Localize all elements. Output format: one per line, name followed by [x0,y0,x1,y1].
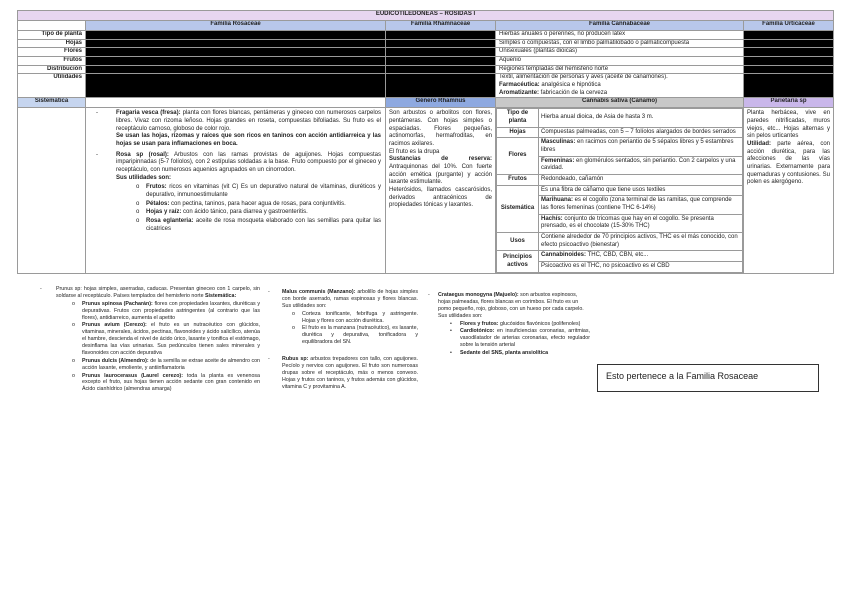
cannabis-key: Frutos [497,175,539,186]
cann-hojas: Simples o compuestas, con el limbo palmatilobado o palmaticompuesta [496,39,744,48]
bullet-icon: o [136,218,140,225]
malus-item: o Corteza tonificante, febrífuga y astringente. Hojas y flores con acción diurética. [292,310,418,324]
rhamnus-fruit: El fruto es la drupa [389,148,440,155]
parietaria-header: Parietaria sp [744,98,834,108]
malus-intro: - Malus communis (Manzano): arbolillo de hojas simples con borde aserrado, ramas espinosas y flores blancas. Sus utilidades son: [268,289,418,309]
parietaria-util: Utilidad: parte aérea, con acción diurética, para las afecciones de las vías urinarias. Externamente para quemaduras y contusiones. Su polen es alergógeno. [747,141,831,186]
main-table [17,10,834,274]
redacted-cell [386,57,496,66]
prunus-item: o Prunus dulcis (Almendro): de la semilla se extrae aceite de almendro con acción laxante, emoliente, y antiinflamatoria [72,357,260,371]
rosa-use-item: o Pétalos: con pectina, taninos, para hacer agua de rosas, para conjuntivitis. [136,200,346,207]
redacted-cell [386,65,496,74]
prunus-item: o Prunus laurocerasus (Laurel cerezo): toda la planta es venenosa excepto el fruto, sus hojas tienen acción sedante con gran contenido en Ácido cianhídrico (almendras amarga) [72,372,261,393]
cannabis-val: Redondeado, cañamón [539,175,743,186]
redacted-cell [86,57,386,66]
cannabis-key: Tipo de planta [497,109,539,127]
parietaria-desc: Planta herbácea, vive en paredes nitrificadas, muros viejos, etc... Hojas alternas y sin pelos urticantes [747,110,831,140]
crataegus-item: • Flores y frutos: glucósidos flavónicos (polifenoles) [450,320,581,327]
rubus-block: - Rubus sp: arbustos trepadores con tallo, con aguijones. Pecíolo y nervios con aguijones. El fruto son numerosas drupas sobre el receptáculo, más o menos convexo. Hojas y frutos con taninos, y frutos además con glúcidos, vitamina C y provitamina A. [268,356,418,390]
rosa-use-item: o Hojas y raíz: con ácido tánico, para diarrea y gastroenteritis. [136,209,308,216]
row-label-frutos: Frutos [18,57,86,66]
bullet-icon: o [292,325,295,332]
crataegus-item: • Sedante del SNS, planta ansiolítica [450,350,549,356]
cann-farm: Farmacéutica: analgésica e hipnótica [499,82,601,89]
cannabis-val: Hierba anual dioica, de Asia de hasta 3 m. [539,109,743,127]
cannabis-val: Compuestas palmeadas, con 5 – 7 folíolos alargados de bordes serrados [539,127,743,138]
cannabis-key: Flores [497,138,539,175]
prunus-item: o Prunus avium (Cerezo): el fruto es un nutracéutico con glúcidos, vitaminas, minerales, ácidos, pectinas, flavonoides y ácido salicílico, atenúa el hambre, descienda el nivel de ácido úrico, laxante y tonifica el estómago, desinflama las vías urinarias. Sus pedúnculos tienen sales minerales y flavonoides con acción depurativa [72,322,261,356]
bullet-icon: o [72,322,75,329]
cann-tipo: Hierbas anuales o perennes, no producen látex [496,31,744,40]
cannabis-key: Hojas [497,127,539,138]
rosa-use-item: o Rosa eglanteria: aceite de rosa mosqueta elaborado con las semillas para quitar las cicatrices [136,218,381,232]
redacted-cell [744,39,834,48]
prunus-intro: - Prunus sp: hojas simples, aserradas, caducas. Presentan gineceo con 1 carpelo, sin soldarse al receptáculo. Países templados del hemisferio norte Sistemática: [40,286,260,299]
family-urticaceae-header: Familia Urticaceae [744,21,834,31]
redacted-cell [744,31,834,40]
cannabis-flores: Masculinas: en racimos con periantio de 5 sépalos libres y 5 estambres libres Femeninas: en glomérulos sentados, sin periantio. Con 2 carpelos y una cavidad. [539,138,743,175]
row-label-flores: Flores [18,48,86,57]
cann-arom: Aromatizante: fabricación de la cerveza [499,89,608,96]
cannabis-sist: Es una fibra de cáñamo que tiene usos textiles Marihuana: es el cogollo (zona terminal de las ramitas, que comprende las flores femeninas (contiene THC 6-14%) Hachís: conjunto de tricomas que hay en el cogollo. Se presenta prensado, es el chocolate (15-30% THC) [539,185,743,232]
malus-column [268,289,418,390]
prunus-item: o Prunus spinosa (Pacharán): flores con propiedades laxantes, diuréticas y depurativas. Frutos con propiedades astringentes (al contrario que las flores), antidiarreico, aumenta el apetito [72,300,260,321]
crataegus-column [430,292,590,357]
bullet-icon: • [450,328,452,335]
fragaria-block: - Fragaria vesca (fresa): planta con flores blancas, pentámeras y gineceo con numerosos carpelos libres. Vivaz con rizoma leñoso. Hojas grandes en roseta, compuestas bifoliadas. Su fruto es el receptáculo carnoso, globoso de color rojo. Se usan las hojas, rizomas y raíces que son ricos en taninos con acción antidiarreica y las hojas se usan para inflamaciones en boca. [96,110,381,148]
redacted-cell [86,65,386,74]
redacted-cell [744,48,834,57]
cannabis-key: Principios activos [497,251,539,272]
malus-item: o El fruto es la manzana (nutracéutico), es laxante, diurética y depurativa, tonificadora y equilibradora del SN. [292,325,418,346]
rosaceae-note-box: Esto pertenece a la Familia Rosaceae [597,364,819,392]
redacted-cell [744,57,834,66]
cannabis-pa: Cannabinoides: THC, CBD, CBN, etc... Psicoactivo es el THC, no psicoactivo es el CBD [539,251,743,272]
redacted-cell [386,74,496,98]
cann-distribucion: Regiones templadas del hemisferio norte [496,65,744,74]
redacted-cell [86,39,386,48]
redacted-cell [86,74,386,98]
sist-blank [18,108,86,273]
rhamnus-het: Heterósidos, llamados cascarósidos, derivados antracénicos de propiedades tónicas y laxantes. [389,187,492,209]
rhamnus-desc: Son arbustos o arbolitos con flores, pentámeras. Con hojas simples o espaciadas. Flores pequeñas, actinomorfas, hermafroditas, en racimos axilares. [389,110,492,148]
rhamnus-cell [386,108,496,273]
family-rosaceae-header: Familia Rosaceae [86,21,386,31]
crataegus-intro: - Crataegus monogyna (Majuelo): son arbustos espinosos, hojas palmeadas, flores blancas en corimbos. El fruto es un pomo pequeño, rojo, globoso, con un hueso por cada carpelo. Sus utilidades son: [428,292,584,319]
cannabis-val: Contiene alrededor de 70 principios activos, THC es el más conocido, con efecto psicoactivo (bienestar) [539,233,743,251]
bullet-icon: o [72,372,75,379]
redacted-cell [386,39,496,48]
rosa-block: - Rosa sp (rosal): Arbustos con las ramas provistas de aguijones. Hojas compuestas imparipinnadas (5-7 folíolos), con 2 estípulas soldadas a la base. Fruto compuesto por el gineceo y receptáculo, con numerosos aquenios agrupados en un cinorrodon. Sus utilidades son: o Frutos: ricos en vitaminas (vit C) Es un depurativo natural de vitaminas, diuréticos y depurativo, inmunoestimulante o Pétalos: con pectina, taninos, para hacer agua de rosas, para conjuntivitis. o Hojas y raíz: con ácido tánico, para diarrea y gastroenteritis. o Rosa eglanteria: aceite de rosa mosqueta elaborado con las semillas para quitar las cicatrices [96,151,382,232]
page-title: EUDICOTILEDÓNEAS – RÓSIDAS I [18,11,834,21]
redacted-cell [744,74,834,98]
bullet-icon: o [136,200,140,207]
row-label-hojas: Hojas [18,39,86,48]
bullet-icon: • [450,350,452,356]
bullet-icon: o [136,184,140,191]
redacted-cell [386,48,496,57]
bullet-icon: • [450,320,452,327]
rosaceae-sist-header [86,98,386,108]
rhamnus-sust: Sustancias de reserva: Antraquinonas del 10%. Con fuerte acción emética (purgante) y acción laxante estimulante. [389,156,492,186]
sistematica-label: Sistemática [18,98,86,108]
cann-flores: Unisexuales (plantas dioicas) [496,48,744,57]
row-label-tipo: Tipo de planta [18,31,86,40]
family-rhamnaceae-header: Familia Rhamnaceae [386,21,496,31]
row-label-utilidades: Utilidades [18,74,86,98]
rosaceae-sistematica [86,108,386,273]
redacted-cell [386,31,496,40]
bullet-icon: o [292,310,295,317]
cannabis-key: Usos [497,233,539,251]
bullet-icon: o [72,357,75,364]
cann-utilidades [496,74,744,98]
cannabis-key: Sistemática [497,185,539,232]
rhamnus-header: Género Rhamnus [386,98,496,108]
family-cannabaceae-header: Familia Cannabaceae [496,21,744,31]
cannabis-cell [496,108,744,273]
redacted-cell [744,65,834,74]
rosa-use-item: o Frutos: ricos en vitaminas (vit C) Es un depurativo natural de vitaminas, diuréticos y depurativo, inmunoestimulante [136,184,381,199]
prunus-column [40,286,261,393]
cannabis-header: Cannabis sativa (Cáñamo) [496,98,744,108]
parietaria-cell [744,108,834,273]
bullet-icon: o [72,300,75,307]
cannabis-table [496,108,743,272]
bullet-icon: o [136,209,140,216]
crataegus-item: • Cardiotónico: en insuficiencias coronarias, arritmias, vasodilatador de arterias coronarias, efecto regulador sobre la tensión arterial [450,328,590,349]
cann-util-text: Textil, alimentación de personas y aves (aceite de cañamones). [499,74,668,81]
cann-frutos: Aquenio [496,57,744,66]
redacted-cell [86,48,386,57]
row-label-distribucion: Distribución [18,65,86,74]
redacted-cell [86,31,386,40]
